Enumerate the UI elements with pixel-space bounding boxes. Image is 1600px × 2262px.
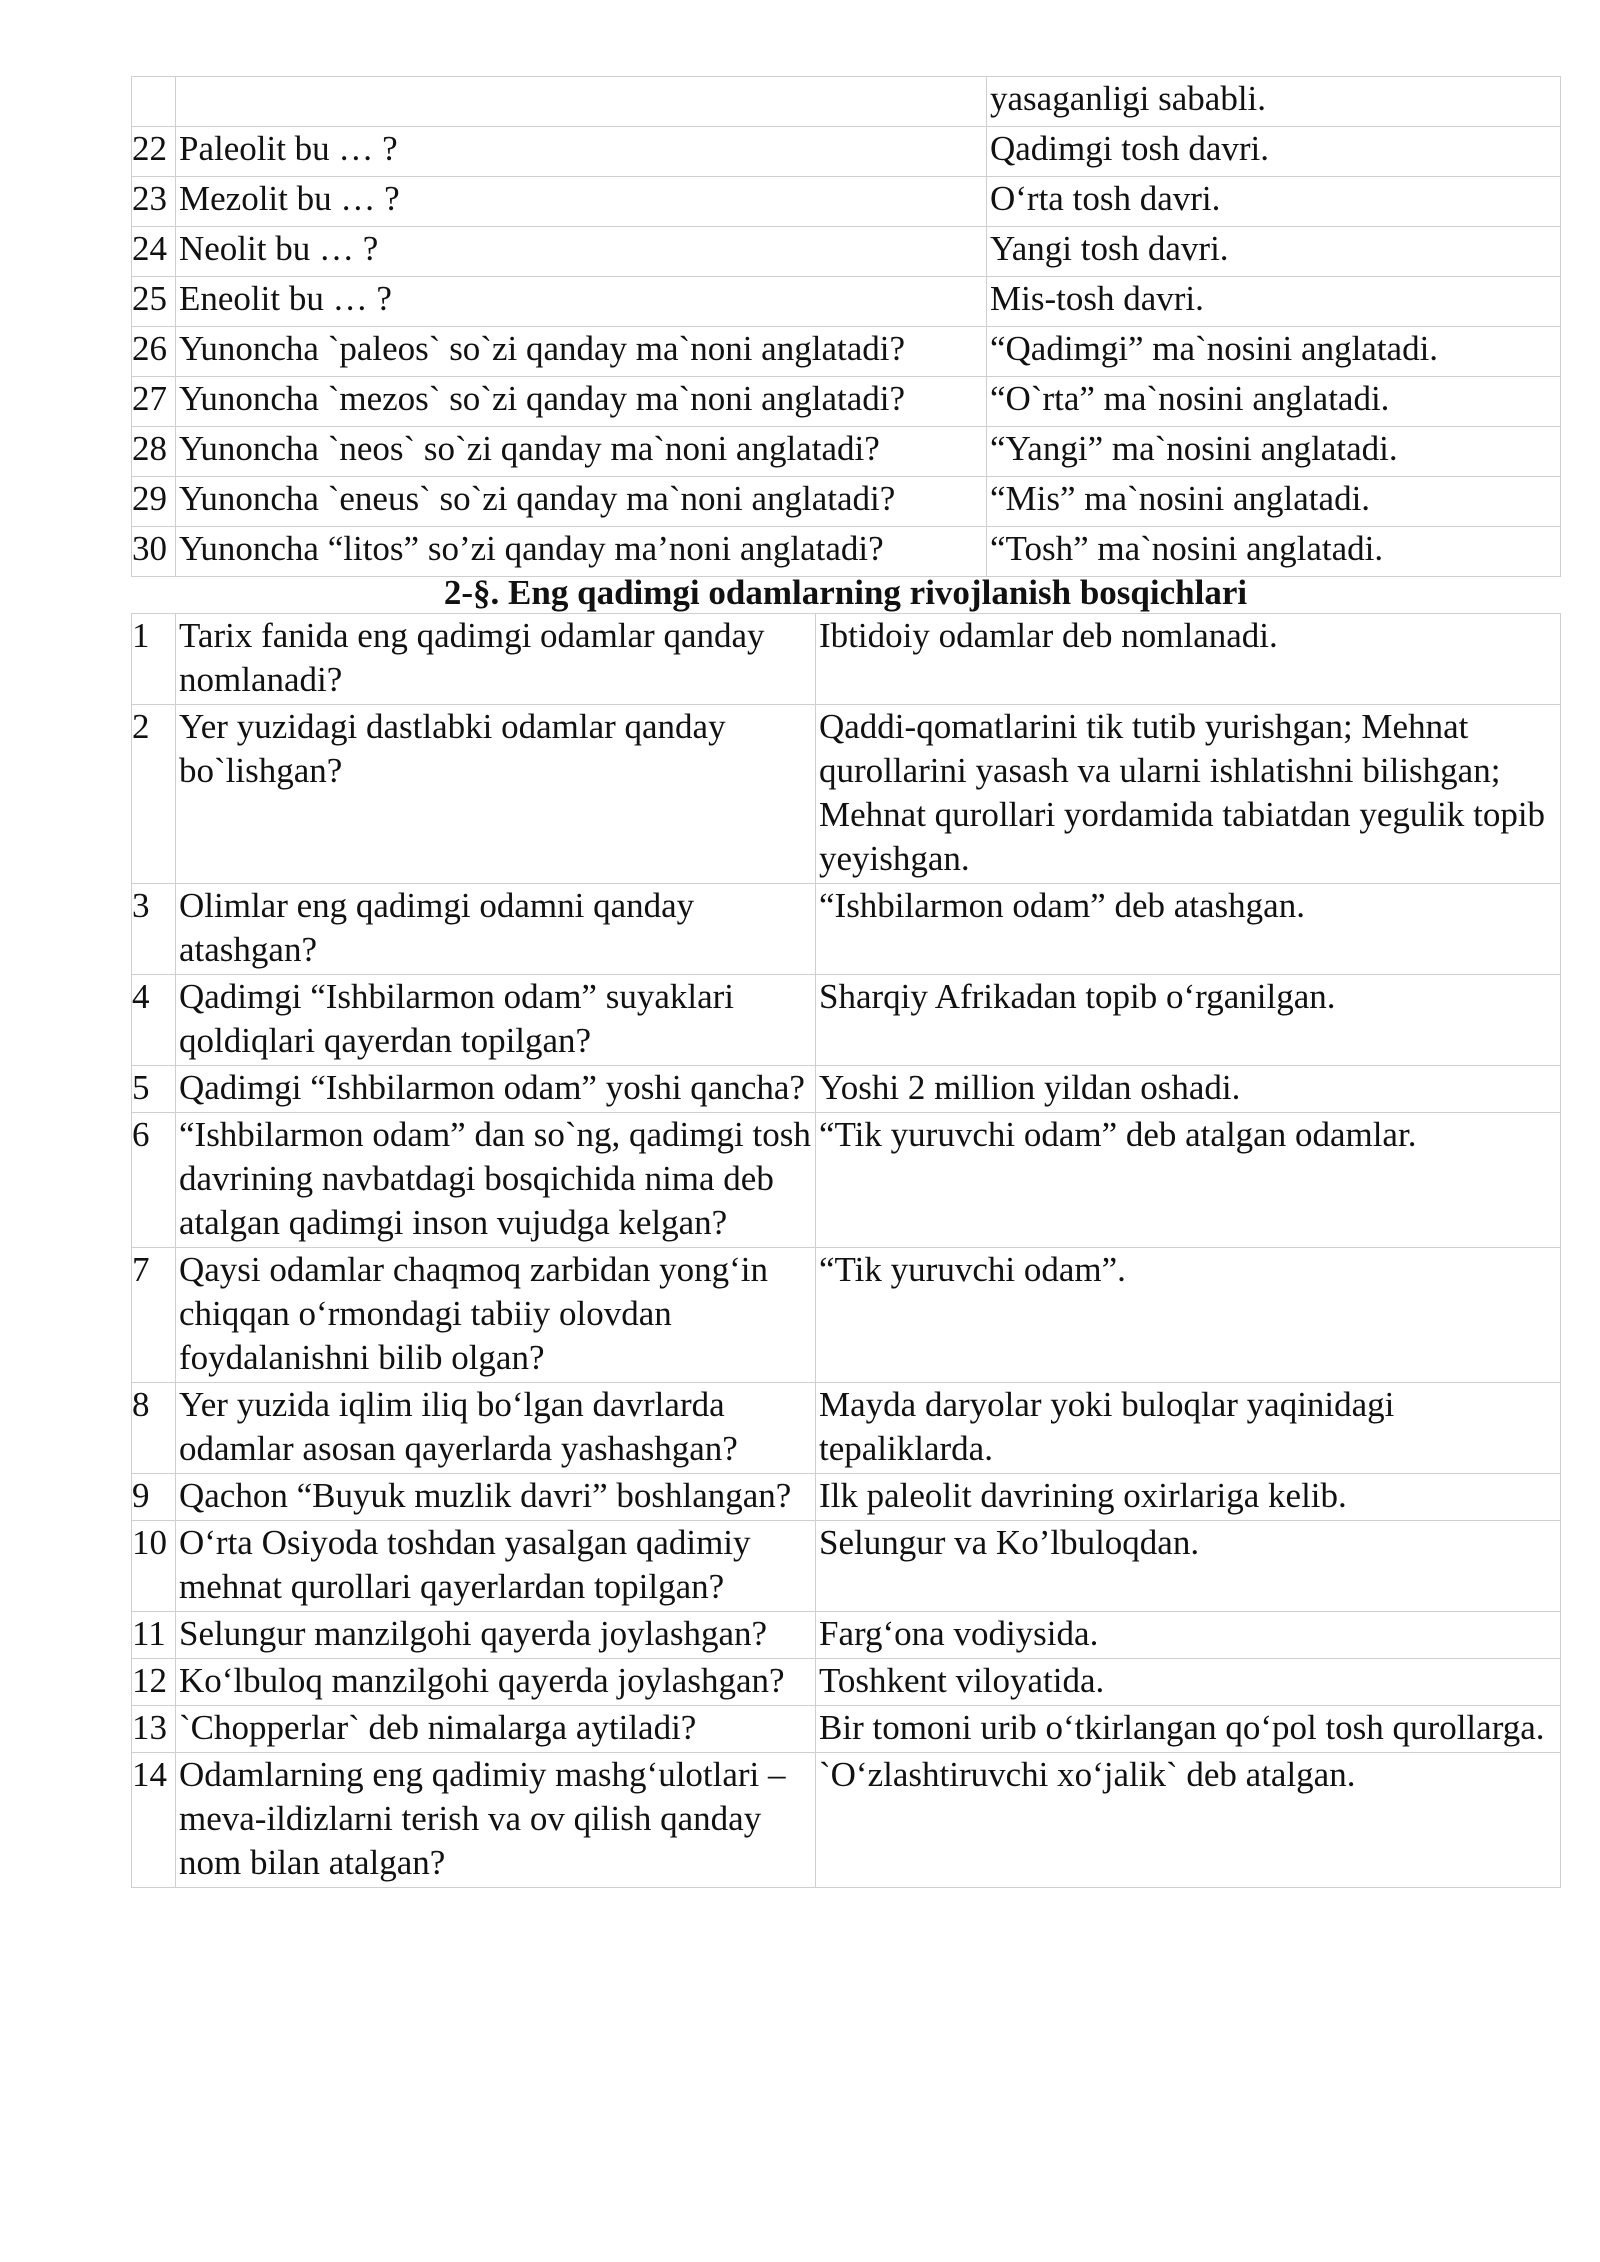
row-number: 24	[132, 227, 176, 277]
table-row	[132, 177, 1561, 227]
question-cell: Eneolit bu … ?	[176, 277, 987, 327]
answer-cell: “Tosh” ma`nosini anglatadi.	[987, 527, 1561, 577]
answer-cell: “Ishbilarmon odam” deb atashgan.	[816, 884, 1561, 975]
table-row	[132, 477, 1561, 527]
question-cell: Mezolit bu … ?	[176, 177, 987, 227]
answer-cell: “Mis” ma`nosini anglatadi.	[987, 477, 1561, 527]
table-row	[132, 1383, 1561, 1474]
row-number: 29	[132, 477, 176, 527]
table-row	[132, 1521, 1561, 1612]
qa-table-1	[131, 76, 1561, 577]
question-cell: Yunoncha `paleos` so`zi qanday ma`noni anglatadi?	[176, 327, 987, 377]
question-cell: O‘rta Osiyoda toshdan yasalgan qadimiy mehnat qurollari qayerlardan topilgan?	[176, 1521, 816, 1612]
table-row	[132, 1474, 1561, 1521]
qa-table-2-body	[132, 614, 1561, 1888]
answer-cell: “O`rta” ma`nosini anglatadi.	[987, 377, 1561, 427]
row-number: 6	[132, 1113, 176, 1248]
question-cell: Qachon “Buyuk muzlik davri” boshlangan?	[176, 1474, 816, 1521]
table-row	[132, 1248, 1561, 1383]
row-number: 13	[132, 1706, 176, 1753]
question-cell: Yunoncha `eneus` so`zi qanday ma`noni anglatadi?	[176, 477, 987, 527]
answer-cell: Yangi tosh davri.	[987, 227, 1561, 277]
row-number: 5	[132, 1066, 176, 1113]
answer-cell: `O‘zlashtiruvchi xo‘jalik` deb atalgan.	[816, 1753, 1561, 1888]
answer-cell: “Tik yuruvchi odam” deb atalgan odamlar.	[816, 1113, 1561, 1248]
answer-cell: Yoshi 2 million yildan oshadi.	[816, 1066, 1561, 1113]
row-number: 2	[132, 705, 176, 884]
table-row	[132, 1113, 1561, 1248]
answer-cell: Selungur va Ko’lbuloqdan.	[816, 1521, 1561, 1612]
question-cell: `Chopperlar` deb nimalarga aytiladi?	[176, 1706, 816, 1753]
answer-cell: Ibtidoiy odamlar deb nomlanadi.	[816, 614, 1561, 705]
row-number: 28	[132, 427, 176, 477]
row-number: 26	[132, 327, 176, 377]
question-cell: Ko‘lbuloq manzilgohi qayerda joylashgan?	[176, 1659, 816, 1706]
row-number: 8	[132, 1383, 176, 1474]
row-number: 10	[132, 1521, 176, 1612]
answer-cell: yasaganligi sababli.	[987, 77, 1561, 127]
row-number: 9	[132, 1474, 176, 1521]
answer-cell: “Tik yuruvchi odam”.	[816, 1248, 1561, 1383]
question-cell: Tarix fanida eng qadimgi odamlar qanday nomlanadi?	[176, 614, 816, 705]
qa-table-2	[131, 613, 1561, 1888]
row-number: 12	[132, 1659, 176, 1706]
table-row	[132, 1753, 1561, 1888]
question-cell: Qadimgi “Ishbilarmon odam” yoshi qancha?	[176, 1066, 816, 1113]
answer-cell: Mis-tosh davri.	[987, 277, 1561, 327]
row-number: 1	[132, 614, 176, 705]
section-heading: 2-§. Eng qadimgi odamlarning rivojlanish bosqichlari	[443, 573, 1248, 612]
question-cell: Yunoncha `mezos` so`zi qanday ma`noni anglatadi?	[176, 377, 987, 427]
question-cell: Paleolit bu … ?	[176, 127, 987, 177]
row-number: 25	[132, 277, 176, 327]
row-number: 27	[132, 377, 176, 427]
table-row	[132, 327, 1561, 377]
answer-cell: Farg‘ona vodiysida.	[816, 1612, 1561, 1659]
table-row	[132, 1066, 1561, 1113]
table-row	[132, 975, 1561, 1066]
question-cell: Odamlarning eng qadimiy mashg‘ulotlari – meva-ildizlarni terish va ov qilish qanday nom bilan atalgan?	[176, 1753, 816, 1888]
table-row	[132, 614, 1561, 705]
answer-cell: “Qadimgi” ma`nosini anglatadi.	[987, 327, 1561, 377]
row-number: 3	[132, 884, 176, 975]
table-row	[132, 1659, 1561, 1706]
row-number: 22	[132, 127, 176, 177]
table-row	[132, 1706, 1561, 1753]
table-row	[132, 227, 1561, 277]
answer-cell: Ilk paleolit davrining oxirlariga kelib.	[816, 1474, 1561, 1521]
table-row	[132, 127, 1561, 177]
qa-table-1-body	[132, 77, 1561, 577]
answer-cell: Bir tomoni urib o‘tkirlangan qo‘pol tosh qurollarga.	[816, 1706, 1561, 1753]
answer-cell: Qaddi-qomatlarini tik tutib yurishgan; Mehnat qurollarini yasash va ularni ishlatishni bilishgan; Mehnat qurollari yordamida tabiatdan yegulik topib yeyishgan.	[816, 705, 1561, 884]
answer-cell: O‘rta tosh davri.	[987, 177, 1561, 227]
answer-cell: “Yangi” ma`nosini anglatadi.	[987, 427, 1561, 477]
row-number: 7	[132, 1248, 176, 1383]
row-number: 11	[132, 1612, 176, 1659]
row-number	[132, 77, 176, 127]
answer-cell: Qadimgi tosh davri.	[987, 127, 1561, 177]
question-cell: Yer yuzida iqlim iliq bo‘lgan davrlarda odamlar asosan qayerlarda yashashgan?	[176, 1383, 816, 1474]
table-row	[132, 705, 1561, 884]
question-cell: Neolit bu … ?	[176, 227, 987, 277]
question-cell: Qadimgi “Ishbilarmon odam” suyaklari qoldiqlari qayerdan topilgan?	[176, 975, 816, 1066]
table-row	[132, 884, 1561, 975]
table-row	[132, 377, 1561, 427]
answer-cell: Sharqiy Afrikadan topib o‘rganilgan.	[816, 975, 1561, 1066]
answer-cell: Toshkent viloyatida.	[816, 1659, 1561, 1706]
question-cell: Qaysi odamlar chaqmoq zarbidan yong‘in chiqqan o‘rmondagi tabiiy olovdan foydalanishni bilib olgan?	[176, 1248, 816, 1383]
question-cell: Olimlar eng qadimgi odamni qanday atashgan?	[176, 884, 816, 975]
question-cell: Selungur manzilgohi qayerda joylashgan?	[176, 1612, 816, 1659]
question-cell: Yunoncha “litos” so’zi qanday ma’noni anglatadi?	[176, 527, 987, 577]
table-row	[132, 77, 1561, 127]
row-number: 30	[132, 527, 176, 577]
table-row	[132, 527, 1561, 577]
question-cell: Yer yuzidagi dastlabki odamlar qanday bo`lishgan?	[176, 705, 816, 884]
row-number: 23	[132, 177, 176, 227]
table-row	[132, 277, 1561, 327]
row-number: 4	[132, 975, 176, 1066]
table-row	[132, 427, 1561, 477]
answer-cell: Mayda daryolar yoki buloqlar yaqinidagi tepaliklarda.	[816, 1383, 1561, 1474]
question-cell: Yunoncha `neos` so`zi qanday ma`noni anglatadi?	[176, 427, 987, 477]
question-cell: “Ishbilarmon odam” dan so`ng, qadimgi tosh davrining navbatdagi bosqichida nima deb atalgan qadimgi inson vujudga kelgan?	[176, 1113, 816, 1248]
table-row	[132, 1612, 1561, 1659]
question-cell	[176, 77, 987, 127]
row-number: 14	[132, 1753, 176, 1888]
